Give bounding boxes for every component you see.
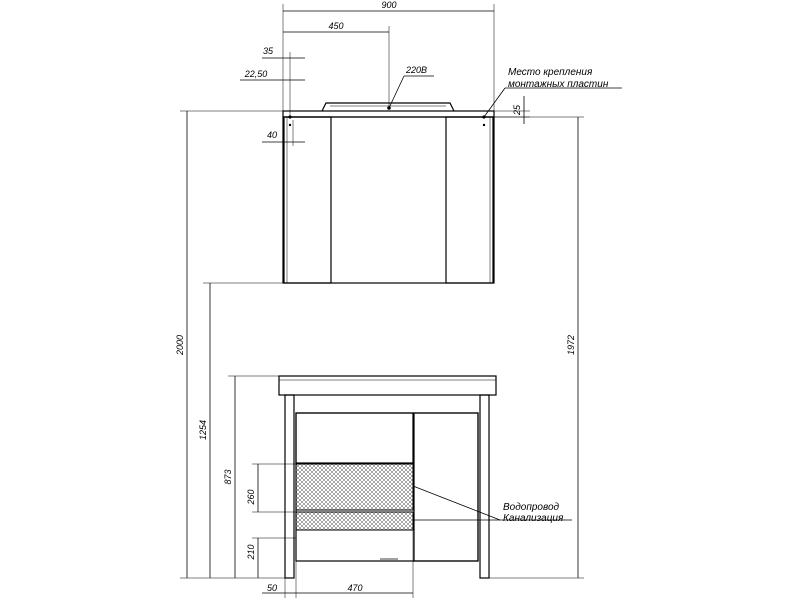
- drain-zone: [296, 512, 413, 530]
- dim-1972: 1972: [566, 334, 576, 356]
- note-mount-line2: монтажных пластин: [508, 79, 609, 90]
- note-water: Водопровод: [503, 502, 560, 513]
- note-sewer: Канализация: [503, 513, 564, 524]
- vanity-drawer-top: [296, 413, 413, 463]
- dim-2000: 2000: [175, 334, 185, 356]
- dim-450: 450: [328, 21, 344, 31]
- cabinet-body: [283, 117, 494, 283]
- dim-873: 873: [223, 469, 233, 485]
- water-supply-zone: [296, 464, 413, 510]
- dim-900: 900: [381, 0, 397, 10]
- note-mount-line1: Место крепления: [508, 67, 593, 78]
- dim-210: 210: [246, 544, 256, 560]
- label-220v: 220В: [406, 65, 428, 75]
- vanity-countertop: [279, 376, 496, 395]
- vanity-unit: [279, 376, 496, 578]
- dim-22-50: 22,50: [244, 69, 268, 79]
- cabinet-right-door: [446, 117, 493, 283]
- vanity-right-leg: [480, 395, 489, 578]
- mirror-cabinet: [283, 103, 494, 283]
- vanity-left-leg: [285, 395, 294, 578]
- vanity-door: [414, 413, 478, 561]
- dim-50: 50: [266, 583, 278, 593]
- cabinet-top-strip: [283, 111, 494, 117]
- dim-260: 260: [246, 489, 256, 505]
- dim-470: 470: [347, 583, 363, 593]
- dim-40: 40: [266, 130, 278, 140]
- vanity-notes: [413, 486, 572, 524]
- top-dimensions: [240, 0, 622, 146]
- dim-1254: 1254: [198, 419, 208, 441]
- dim-35: 35: [262, 46, 274, 56]
- dim-25: 25: [512, 104, 522, 116]
